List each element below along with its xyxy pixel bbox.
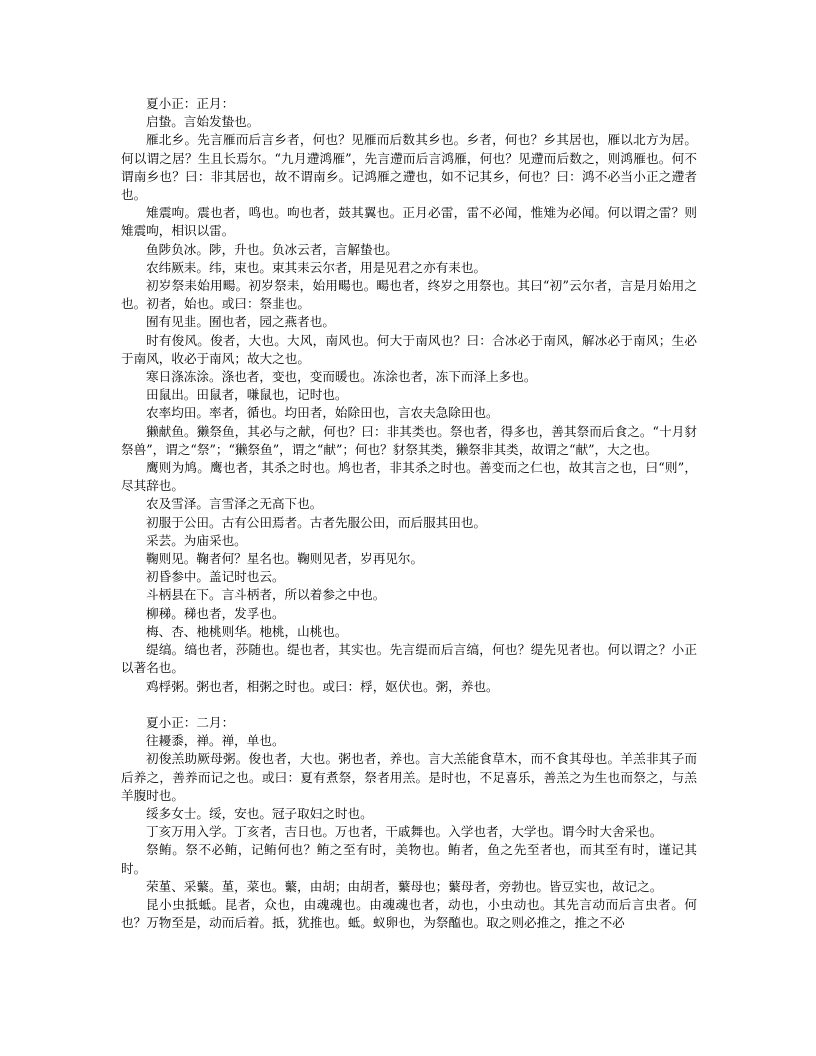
- paragraph: 鱼陟负冰。陟，升也。负冰云者，言解蛰也。: [146, 241, 398, 257]
- paragraph: 农及雪泽。言雪泽之无高下也。: [146, 496, 323, 512]
- paragraph: 往耰黍，禅。禅，单也。: [146, 733, 285, 749]
- paragraph: 梅、杏、杝桃则华。杝桃，山桃也。: [146, 623, 348, 639]
- paragraph: 雁北乡。先言雁而后言乡者，何也？见雁而后数其乡也。乡者，何也？乡其居也，雁以北方为居。何以谓之居？生且长焉尔。“九月遰鸿雁”，先言遰而后言鸿雁，何也？见遰而后数之，则鸿雁也。何不谓南乡也？曰：非其居也，故不谓南乡。记鸿雁之遰也，如不记其乡，何也？曰：鸿不必当小正之遰者也。: [121, 132, 697, 203]
- section-heading: 夏小正：正月：: [146, 96, 235, 111]
- paragraph: 丁亥万用入学。丁亥者，吉日也。万也者，干戚舞也。入学也者，大学也。谓今时大舍采也。: [146, 824, 663, 840]
- paragraph: 雉震呴。震也者，鸣也。呴也者，鼓其翼也。正月必雷，雷不必闻，惟雉为必闻。何以谓之雷？则雉震呴，相识以雷。: [121, 205, 697, 239]
- paragraph: 寒日涤冻涂。涤也者，变也，变而暖也。冻涂也者，冻下而泽上多也。: [146, 369, 537, 385]
- paragraph: 农纬厥耒。纬，束也。束其耒云尔者，用是见君之亦有耒也。: [146, 259, 487, 275]
- paragraph: 鹰则为鸠。鹰也者，其杀之时也。鸠也者，非其杀之时也。善变而之仁也，故其言之也，曰“则”，尽其辞也。: [121, 460, 697, 494]
- paragraph: 农率均田。率者，循也。均田者，始除田也，言农夫急除田也。: [146, 405, 499, 421]
- paragraph: 祭鲔。祭不必鲔，记鲔何也？鲔之至有时，美物也。鲔者，鱼之先至者也，而其至有时，谨记其时。: [121, 842, 697, 876]
- paragraph: 昆小虫抵蚳。昆者，众也，由魂魂也。由魂魂也者，动也，小虫动也。其先言动而后言虫者。何也？万物至是，动而后着。抵，犹推也。蚳。蚁卵也，为祭醢也。取之则必推之，推之不必: [121, 896, 697, 931]
- section-second-month: [121, 714, 697, 932]
- section-first-month: [121, 95, 697, 696]
- paragraph: 初昏参中。盖记时也云。: [146, 569, 285, 585]
- paragraph: 初俊羔助厥母粥。俊也者，大也。粥也者，养也。言大羔能食草木，而不食其母也。羊羔非其子而后养之，善养而记之也。或曰：夏有煮祭，祭者用羔。是时也，不足喜乐，善羔之为生也而祭之，与羔羊腹时也。: [121, 751, 697, 803]
- paragraph: 柳稊。稊也者，发孚也。: [146, 605, 285, 621]
- paragraph: 采芸。为庙采也。: [146, 532, 247, 548]
- paragraph: 初服于公田。古有公田焉者。古者先服公田，而后服其田也。: [146, 514, 487, 530]
- section-spacer: [121, 696, 697, 714]
- paragraph: 斗柄县在下。言斗柄者，所以着参之中也。: [146, 587, 386, 603]
- paragraph: 时有俊风。俊者，大也。大风，南风也。何大于南风也？曰：合冰必于南风，解冰必于南风；生必于南风，收必于南风；故大之也。: [121, 332, 697, 366]
- paragraph: 缇缟。缟也者，莎随也。缇也者，其实也。先言缇而后言缟，何也？缇先见者也。何以谓之？小正以著名也。: [121, 642, 697, 676]
- paragraph: 田鼠出。田鼠者，嗛鼠也，记时也。: [146, 387, 348, 403]
- paragraph: 荣堇、采蘩。堇，菜也。蘩，由胡；由胡者，蘩母也；蘩母者，旁勃也。皆豆实也，故记之。: [146, 878, 663, 894]
- paragraph: 绥多女士。绥，安也。冠子取妇之时也。: [146, 805, 373, 821]
- paragraph: 初岁祭耒始用畼。初岁祭耒，始用畼也。畼也者，终岁之用祭也。其曰“初”云尔者，言是月始用之也。初者，始也。或曰：祭韭也。: [121, 278, 697, 312]
- paragraph: 獭献鱼。獭祭鱼，其必与之献，何也？曰：非其类也。祭也者，得多也，善其祭而后食之。“十月豺祭兽”，谓之“祭”；“獭祭鱼”，谓之“献”；何也？豺祭其类，獭祭非其类，故谓之“献”，大之也。: [121, 423, 697, 457]
- paragraph: 启蛰。言始发蛰也。: [146, 114, 260, 130]
- document-page: [121, 95, 697, 932]
- paragraph: 鞠则见。鞠者何？星名也。鞠则见者，岁再见尔。: [146, 551, 424, 567]
- section-heading: 夏小正：二月：: [146, 714, 235, 730]
- paragraph: 鸡桴粥。粥也者，相粥之时也。或曰：桴，妪伏也。粥，养也。: [146, 678, 499, 694]
- paragraph: 囿有见韭。囿也者，园之燕者也。: [146, 314, 335, 330]
